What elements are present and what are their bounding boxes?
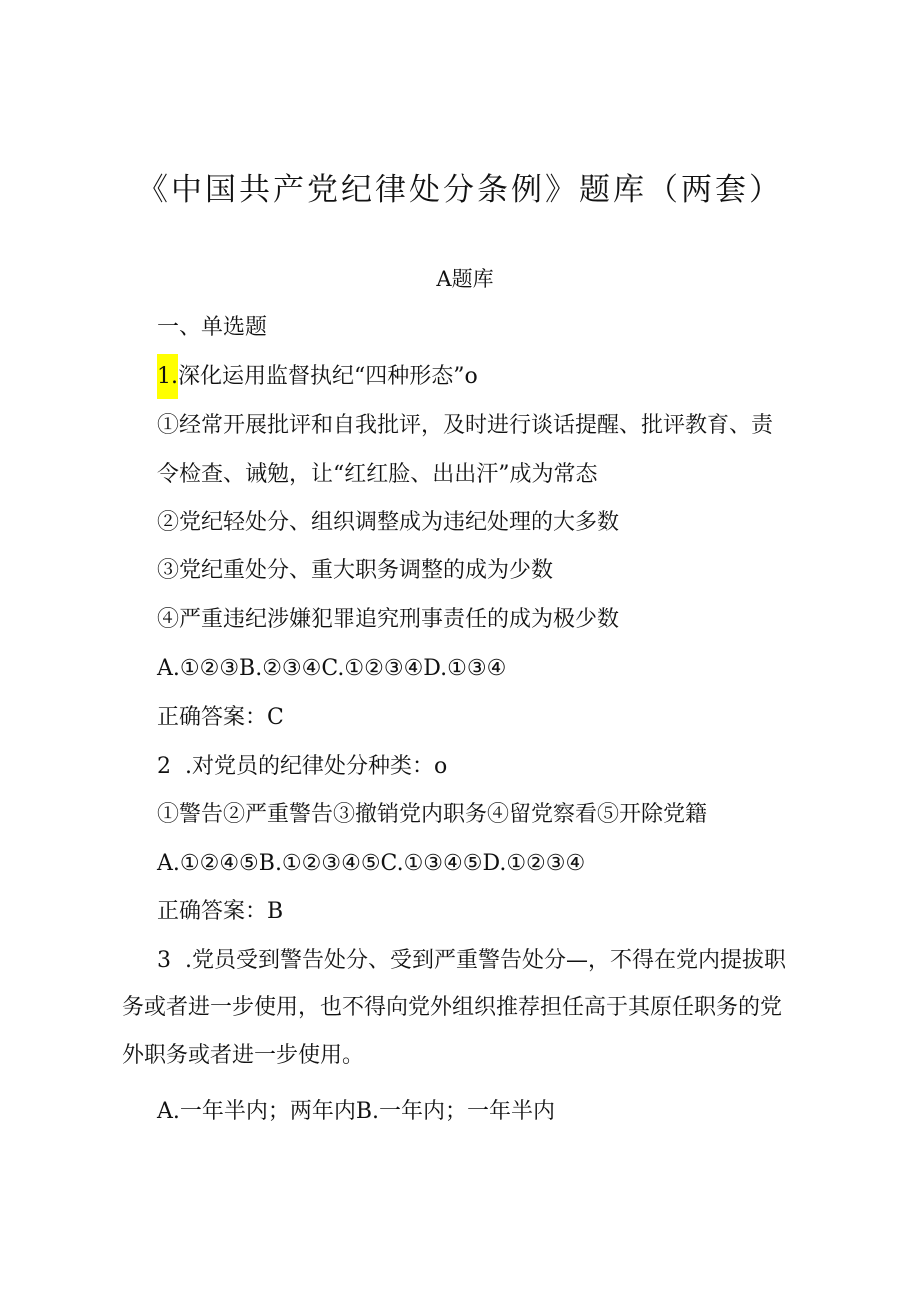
question-2-statement: ①警告②严重警告③撤销党内职务④留党察看⑤开除党籍 (157, 802, 708, 827)
question-1-statement: ④严重违纪涉嫌犯罪追究刑事责任的成为极少数 (157, 607, 620, 632)
question-2-answer: 正确答案：B (157, 899, 284, 924)
question-1-text: 深化运用监督执纪“四种形态”o (178, 364, 478, 389)
question-1-options: A.①②③B.②③④C.①②③④D.①③④ (157, 656, 507, 681)
question-2-text: .对党员的纪律处分种类：o (185, 754, 448, 779)
question-2-stem (157, 752, 447, 782)
question-3-stem-continued: 务或者进一步使用，也不得向党外组织推荐担任高于其原任职务的党 (122, 995, 783, 1020)
question-1-statement: ③党纪重处分、重大职务调整的成为少数 (157, 558, 554, 583)
section-heading: 一、单选题 (157, 315, 268, 340)
question-1-answer: 正确答案：C (157, 705, 284, 730)
question-2-number: 2 (157, 754, 171, 779)
question-1-number: 1. (157, 354, 178, 399)
question-1-stem (157, 362, 478, 392)
question-2-options: A.①②④⑤B.①②③④⑤C.①③④⑤D.①②③④ (157, 851, 586, 876)
question-3-stem (157, 946, 786, 976)
document-title: 《中国共产党纪律处分条例》题库（两套） (137, 172, 783, 208)
question-3-number: 3 (157, 948, 171, 973)
question-1-statement: ①经常开展批评和自我批评，及时进行谈话提醒、批评教育、责 (157, 413, 774, 438)
document-subtitle: A题库 (436, 267, 494, 291)
question-3-stem-continued: 外职务或者进一步使用。 (122, 1043, 365, 1068)
question-1-statement: 令检查、诫勉，让“红红脸、出出汗”成为常态 (157, 462, 598, 487)
question-3-text: .党员受到警告处分、受到严重警告处分—，不得在党内提拔职 (185, 948, 786, 973)
question-1-statement: ②党纪轻处分、组织调整成为违纪处理的大多数 (157, 510, 620, 535)
question-3-options: A.一年半内；两年内B.一年内；一年半内 (157, 1099, 556, 1124)
